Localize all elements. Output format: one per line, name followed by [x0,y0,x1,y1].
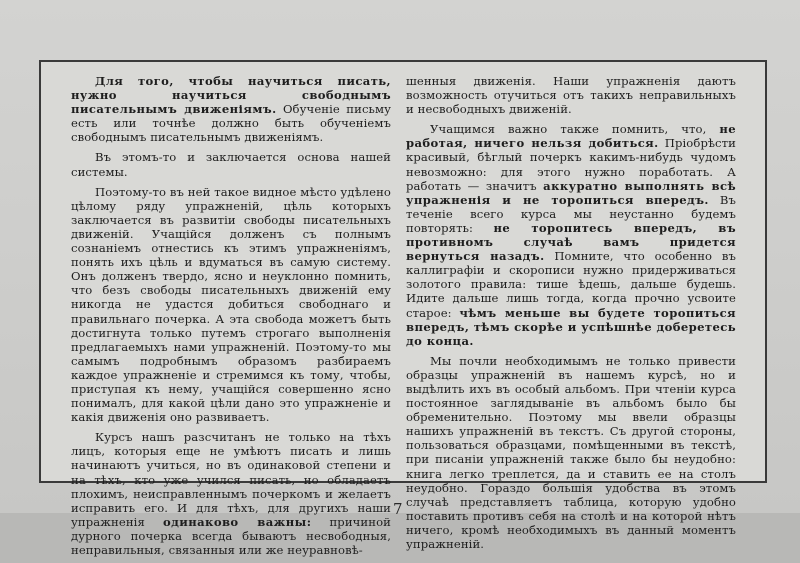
paragraph [406,122,736,348]
paragraph-text: причиной дурного почерка всегда бываютъ несвободныя, неправильныя, связанныя или же неуравновѣ- [71,514,391,557]
emphasized-text: чѣмъ меньше вы будете торопиться впередъ, тѣмъ скорѣе и успѣшнѣе доберетесь до конца. [406,305,736,348]
emphasized-text: не работая, ничего нельзя добиться. [406,122,736,151]
emphasized-text: Для того, чтобы научиться писать, нужно научиться свободнымъ писательнымъ движеніямъ. [71,74,391,117]
paragraph-text: Въ этомъ-то и заключается основа нашей системы. [71,150,391,179]
paragraph-text: Въ теченіе всего курса мы неустанно будемъ повторять: [406,192,737,235]
right-column [406,74,736,557]
paragraph-text: Поэтому-то въ ней такое видное мѣсто удѣлено цѣлому ряду упражненій, цѣль которыхъ заключается въ развитіи свободы писательныхъ движеній. Учащійся долженъ съ полнымъ сознаніемъ отнестись къ этимъ упражненіямъ, понять ихъ цѣль и вдуматься въ самую систему. Онъ долженъ твердо, ясно и неуклонно помнить, что безъ свободы писательныхъ движеній ему никогда не удастся добиться свободнаго и правильнаго почерка. А эта свобода можетъ быть достигнута только путемъ строгаго выполненія предлагаемыхъ нами упражненій. Поэтому-то мы самымъ подробнымъ образомъ разбираемъ каждое упражненіе и стремимся къ тому, чтобы, приступая къ нему, учащійся совершенно ясно понималъ, для какой цѣли дано это упражненіе и какія движенія оно развиваетъ. [71,184,392,425]
text-frame [39,60,767,557]
emphasized-text: не торопитесь впередъ, въ противномъ случаѣ вамъ придется вернуться назадъ. [406,220,736,264]
emphasized-text: аккуратно выполнять всѣ упражненія и не торопиться впередъ. [406,178,736,207]
paragraph-text: Курсъ нашъ разсчитанъ не только на тѣхъ лицъ, которыя еще не умѣютъ писать и лишь начинаютъ учиться, но въ одинаковой степени и на тѣхъ, кто уже учился писать, но обладаетъ плохимъ, неисправленнымъ почеркомъ и желаетъ исправить его. И для тѣхъ, для другихъ наши упражненія [71,430,391,529]
paragraph-text: Учащимся важно также помнить, что, [430,122,720,137]
paragraph [406,354,736,551]
paragraph [71,150,391,178]
paragraph-text: Обученіе письму есть или точнѣе должно быть обученіемъ свободнымъ писательнымъ движеніямъ. [71,102,392,145]
paragraph [71,185,391,425]
left-column [71,74,391,563]
paragraph-text: Мы почли необходимымъ не только привести образцы упражненій въ нашемъ курсѣ, но и выдѣлить ихъ въ особый альбомъ. При чтеніи курса постоянное заглядываніе въ альбомъ было бы обременительно. Поэтому мы ввели образцы нашихъ упражненій въ текстъ. Съ другой стороны, пользоваться образцами, помѣщенными въ текстѣ, при писаніи упражненій также было бы неудобно: книга легко треплется, да и ставить ее на столъ неудобно. Гораздо большія удобства въ этомъ случаѣ представляетъ таблица, которую удобно поставить противъ себя на столѣ и на которой нѣтъ ничего, кромѣ необходимыхъ въ данный моментъ упражненій. [406,353,736,551]
paragraph-text: шенныя движенія. Наши упражненія даютъ возможность отучиться отъ такихъ неправильныхъ и несвободныхъ движеній. [406,74,736,117]
paragraph [406,74,736,116]
paragraph-text: Пріобрѣсти красивый, бѣглый почеркъ какимъ-нибудь чудомъ невозможно: для этого нужно поработать. А работать — значитъ [406,136,736,193]
page-number: 7 [393,500,403,518]
paragraph [71,74,391,144]
emphasized-text: одинаково важны: [163,514,312,529]
paragraph-text: Помните, что особенно въ каллиграфіи и скорописи нужно придерживаться золотого правила: тише ѣдешь, дальше будешь. Идите дальше лишь тогда, когда прочно усвоите старое: [406,249,736,320]
paragraph [71,430,391,557]
